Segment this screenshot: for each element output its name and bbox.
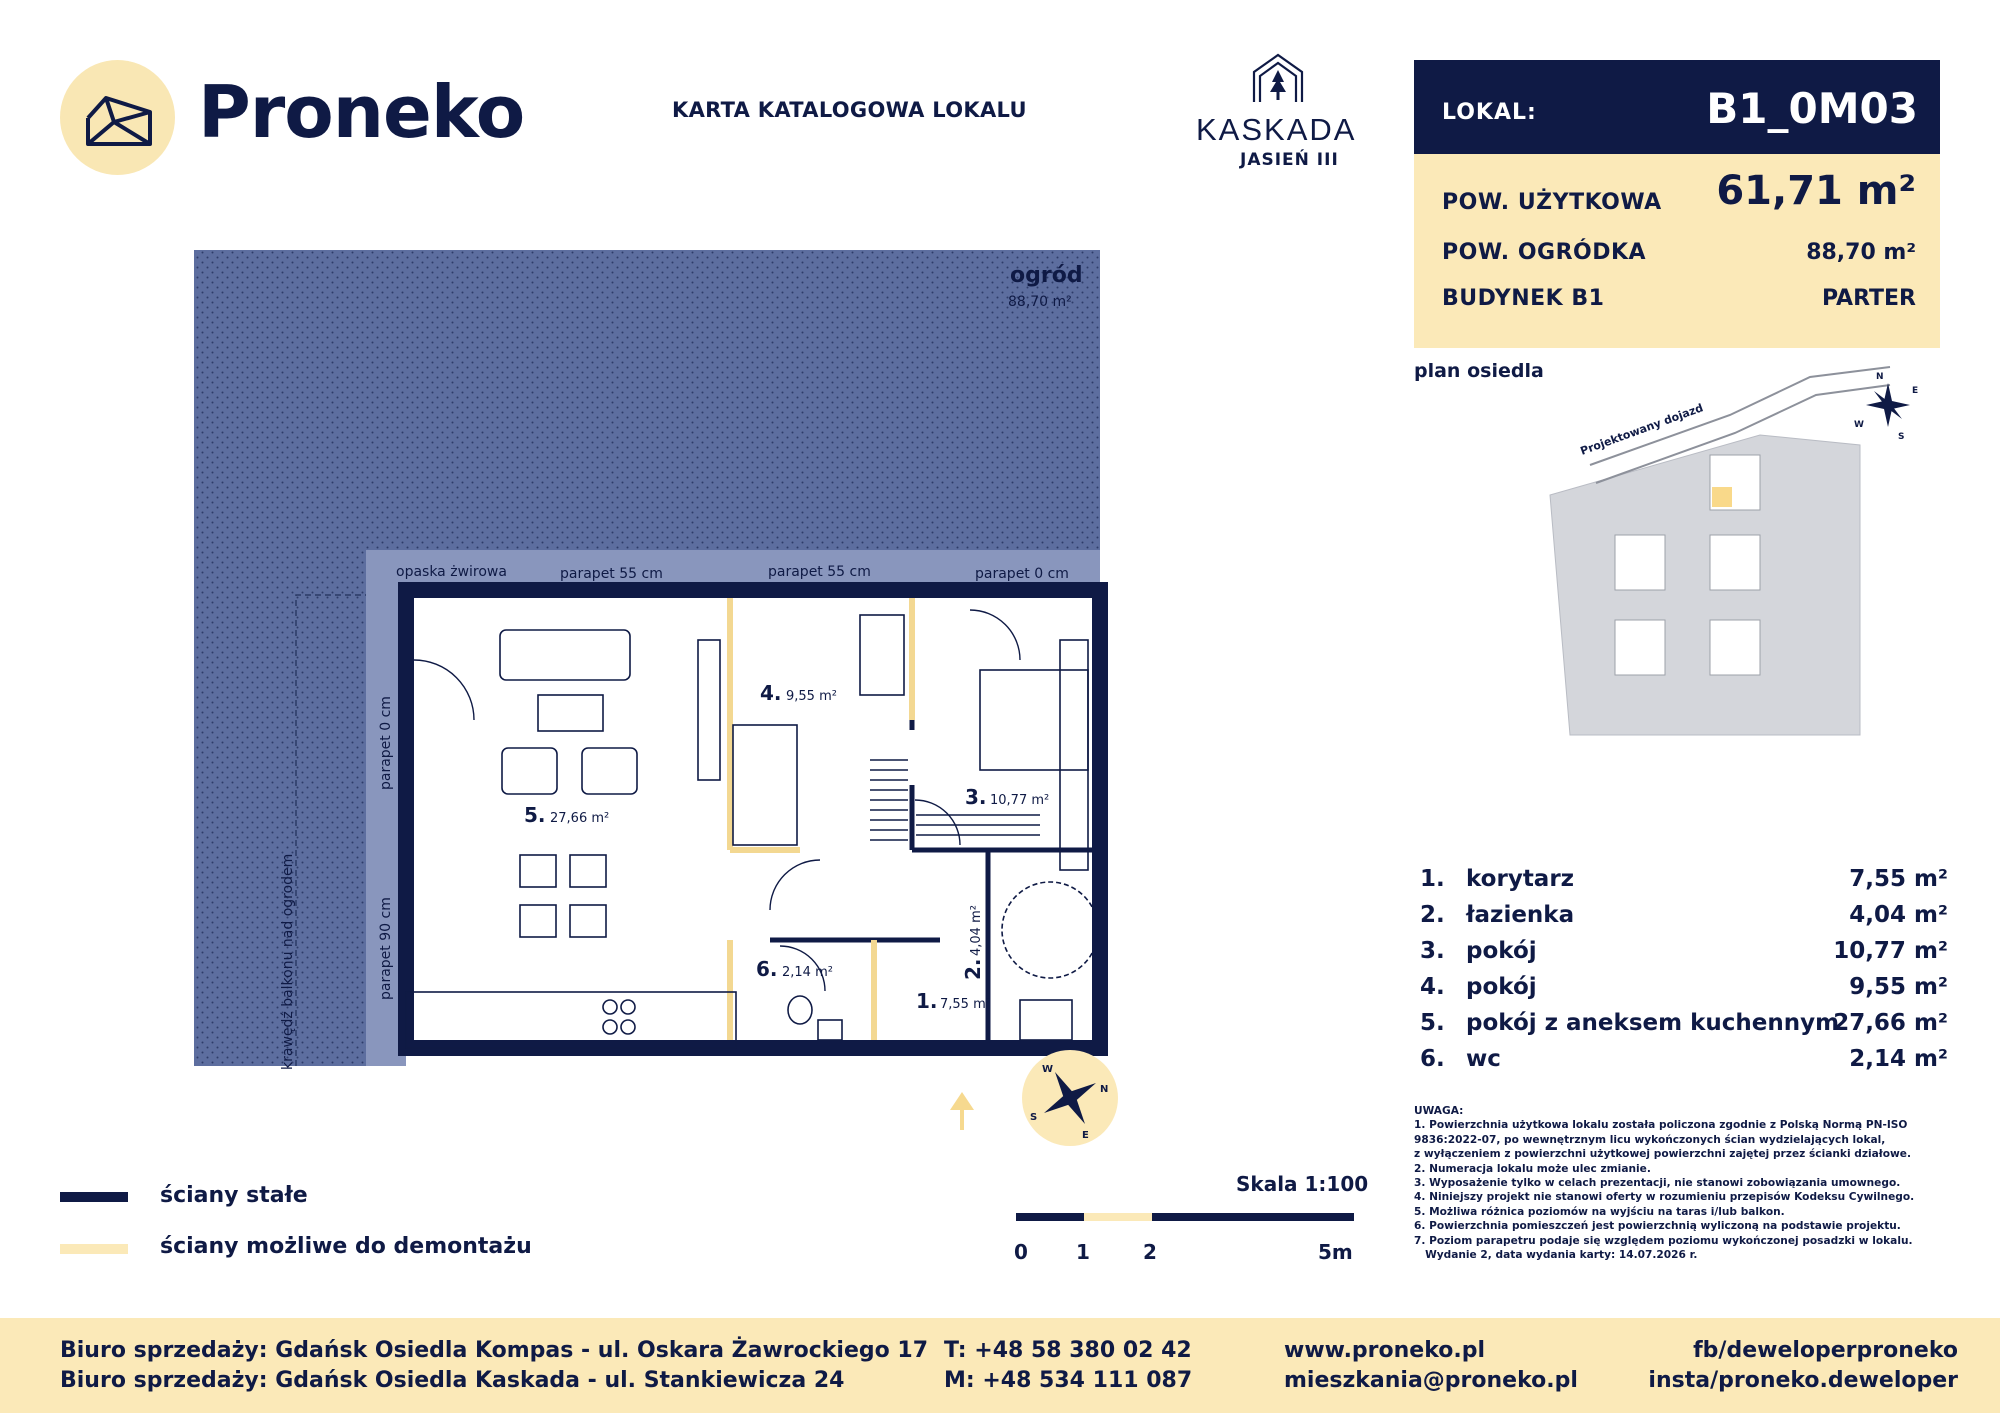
- scale-bar-seg: [1152, 1213, 1354, 1221]
- site-plan-road-label: Projektowany dojazd: [1578, 401, 1705, 458]
- site-plan-compass-s: S: [1898, 432, 1905, 442]
- svg-text:6.: 6.: [756, 957, 778, 981]
- scale-tick-5m: 5m: [1318, 1240, 1353, 1264]
- note-line: 9836:2022-07, po wewnętrznym licu wykończonych ścian wydzielających lokal,: [1414, 1133, 1886, 1146]
- notes: [1414, 1104, 1940, 1262]
- scale-bar-seg: [1084, 1213, 1152, 1221]
- footer-instagram-link[interactable]: insta/proneko.deweloper: [1648, 1368, 1958, 1393]
- room-row: 1. korytarz 7,55 m²: [1420, 866, 1948, 892]
- site-plan-map: [1530, 355, 1950, 745]
- unit-label: LOKAL:: [1442, 100, 1537, 125]
- note-line: 1. Powierzchnia użytkowa lokalu została policzona zgodnie z Polską Normą PN-ISO: [1414, 1119, 1908, 1132]
- footer-office-2: Biuro sprzedaży: Gdańsk Osiedla Kaskada - ul. Stankiewicza 24: [60, 1368, 845, 1393]
- scale-tick-1: 1: [1076, 1240, 1090, 1264]
- balcony-edge-label: krawędź balkonu nad ogrodem: [280, 853, 296, 1070]
- project-subtitle: JASIEŃ III: [1240, 150, 1339, 170]
- footer: [0, 1318, 2000, 1413]
- svg-text:4,04 m²: 4,04 m²: [969, 905, 984, 956]
- parapet-label-3: parapet 0 cm: [975, 566, 1069, 582]
- svg-text:4.: 4.: [760, 681, 782, 705]
- footer-office-1: Biuro sprzedaży: Gdańsk Osiedla Kompas - ul. Oskara Żawrockiego 17: [60, 1338, 929, 1363]
- garden-label: ogród: [1010, 263, 1083, 288]
- floor-value: PARTER: [1821, 286, 1916, 311]
- scale-tick-2: 2: [1143, 1240, 1157, 1264]
- brand-name: Proneko: [198, 70, 525, 154]
- parapet-label-2: parapet 55 cm: [768, 564, 871, 580]
- room-row: 6. wc 2,14 m²: [1420, 1046, 1948, 1072]
- svg-text:2.: 2.: [961, 958, 985, 980]
- site-plan-building: [1615, 535, 1665, 590]
- note-line: 5. Możliwa różnica poziomów na wyjściu na taras i/lub balkon.: [1414, 1205, 1785, 1218]
- floor-plan-compass-w: W: [1042, 1064, 1054, 1075]
- note-line: 3. Wyposażenie tylko w celach prezentacji, nie stanowi zobowiązania umownego.: [1414, 1177, 1901, 1190]
- building-label: BUDYNEK B1: [1442, 286, 1605, 311]
- notes-title: UWAGA:: [1414, 1105, 1464, 1117]
- site-plan-label: plan osiedla: [1414, 360, 1544, 382]
- document-title: KARTA KATALOGOWA LOKALU: [672, 98, 1027, 122]
- svg-text:7,55 m²: 7,55 m²: [940, 997, 991, 1012]
- footer-phone-2[interactable]: M: +48 534 111 087: [944, 1368, 1193, 1393]
- legend-fixed-label: ściany stałe: [160, 1183, 308, 1208]
- unit-code: B1_0M03: [1706, 84, 1918, 133]
- site-plan-building: [1710, 620, 1760, 675]
- project-name: KASKADA: [1196, 112, 1357, 147]
- svg-text:10,77 m²: 10,77 m²: [990, 793, 1050, 808]
- floor-plan-compass-s: S: [1030, 1112, 1038, 1123]
- site-plan-unit-marker: [1712, 487, 1732, 507]
- note-line: Wydanie 2, data wydania karty: 14.07.2026 r.: [1414, 1249, 1698, 1262]
- garden-area-tag: 88,70 m²: [1008, 294, 1072, 310]
- svg-text:9,55 m²: 9,55 m²: [786, 689, 837, 704]
- footer-facebook-link[interactable]: fb/deweloperproneko: [1693, 1338, 1958, 1363]
- note-line: 7. Poziom parapetru podaje się względem poziomu wykończonej posadzki w lokalu.: [1414, 1234, 1913, 1247]
- legend-fixed-swatch: [60, 1192, 128, 1202]
- svg-text:27,66 m²: 27,66 m²: [550, 811, 610, 826]
- apartment-outline: [406, 590, 1100, 1048]
- site-plan-compass-n: N: [1876, 372, 1884, 382]
- legend-removable-swatch: [60, 1244, 128, 1254]
- entrance-arrow-icon: [950, 1092, 974, 1130]
- room-row: 5. pokój z aneksem kuchennym 27,66 m²: [1420, 1010, 1948, 1036]
- unit-header: [1414, 60, 1940, 154]
- svg-text:5.: 5.: [524, 803, 546, 827]
- svg-text:1.: 1.: [916, 989, 938, 1013]
- legend-removable-label: ściany możliwe do demontażu: [160, 1234, 532, 1259]
- parapet-label-5: parapet 90 cm: [378, 897, 394, 1000]
- scale-bar-seg: [1016, 1213, 1084, 1221]
- usable-area-value: 61,71 m²: [1716, 168, 1916, 214]
- garden-area-value: 88,70 m²: [1806, 240, 1916, 265]
- svg-text:3.: 3.: [965, 785, 987, 809]
- room-row: 4. pokój 9,55 m²: [1420, 974, 1948, 1000]
- footer-phone-1[interactable]: T: +48 58 380 02 42: [944, 1338, 1192, 1363]
- note-line: 2. Numeracja lokalu może ulec zmianie.: [1414, 1162, 1651, 1175]
- svg-text:2,14 m²: 2,14 m²: [782, 965, 833, 980]
- floor-plan: [180, 240, 1160, 1141]
- floor-plan-compass-e: E: [1082, 1130, 1089, 1141]
- scale-tick-0: 0: [1014, 1240, 1028, 1264]
- site-plan-compass-e: E: [1912, 386, 1919, 396]
- floor-plan-compass-n: N: [1100, 1084, 1109, 1095]
- gravel-label: opaska żwirowa: [396, 564, 507, 580]
- footer-email-link[interactable]: mieszkania@proneko.pl: [1284, 1368, 1578, 1393]
- note-line: z wyłączeniem z powierzchni użytkowej powierzchni zajętej przez ścianki działowe.: [1414, 1148, 1911, 1161]
- site-plan-building: [1615, 620, 1665, 675]
- footer-web-link[interactable]: www.proneko.pl: [1284, 1338, 1486, 1363]
- note-line: 6. Powierzchnia pomieszczeń jest powierzchnią wyliczoną na podstawie projektu.: [1414, 1220, 1901, 1233]
- unit-details: [1414, 154, 1940, 348]
- room-list: [1420, 866, 1950, 1082]
- usable-area-label: POW. UŻYTKOWA: [1442, 190, 1662, 215]
- scale-title: Skala 1:100: [1236, 1172, 1369, 1196]
- house-envelope-icon: [60, 60, 175, 175]
- garden-area-label: POW. OGRÓDKA: [1442, 240, 1647, 265]
- room-row: 2. łazienka 4,04 m²: [1420, 902, 1948, 928]
- site-plan-compass-w: W: [1854, 420, 1864, 430]
- site-plan-compass-icon: [1854, 372, 1918, 442]
- parapet-label-1: parapet 55 cm: [560, 566, 663, 582]
- room-row: 3. pokój 10,77 m²: [1420, 938, 1948, 964]
- site-plan-building: [1710, 535, 1760, 590]
- parapet-label-4: parapet 0 cm: [378, 696, 394, 790]
- note-line: 4. Niniejszy projekt nie stanowi oferty w rozumieniu przepisów Kodeksu Cywilnego.: [1414, 1191, 1915, 1204]
- kaskada-logo-icon: [1250, 52, 1306, 108]
- floor-plan-compass-icon: [1022, 1050, 1118, 1146]
- logo-badge: [60, 60, 175, 175]
